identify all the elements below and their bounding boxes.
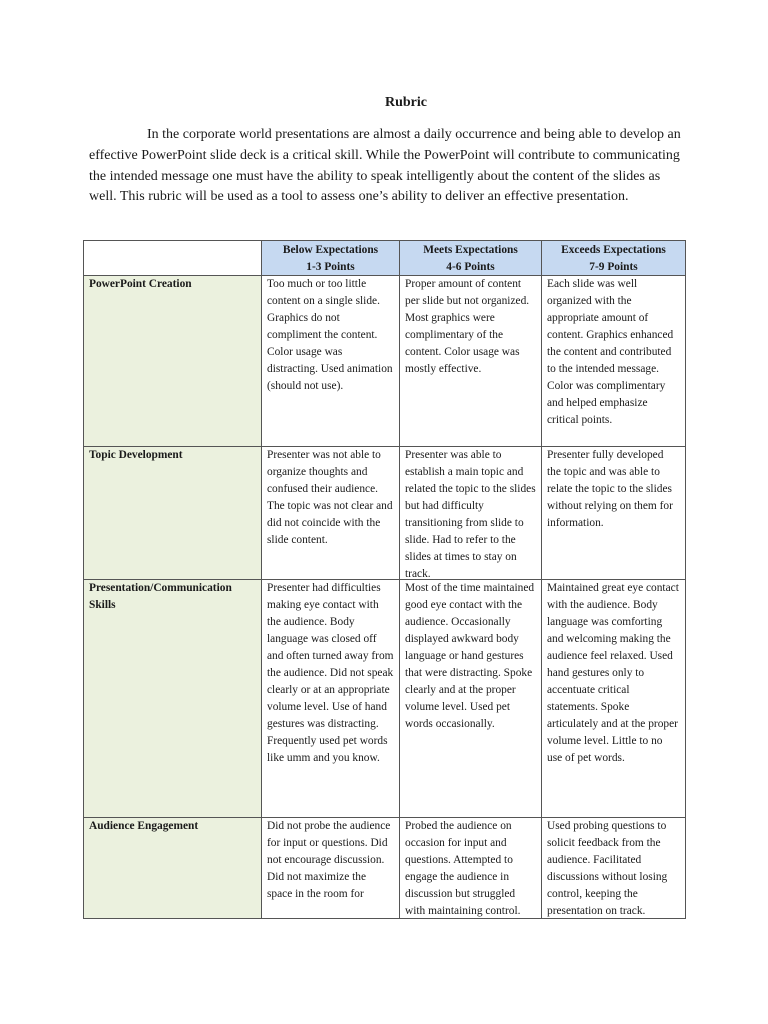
meets-cell [400,447,542,580]
meets-cell [400,580,542,818]
cell-text: Presenter had difficulties making eye contact with the audience. Body language was closed off and often turned away from the audience. Did not speak clearly or at an appropriate volume level. Use of hand gestures was distracting. Frequently used pet words like umm and you know. [267,582,394,764]
meets-cell [400,276,542,447]
cell-text: Most of the time maintained good eye contact with the audience. Occasionally displayed awkward body language or hand gestures that were distracting. Spoke clearly and at the proper volume level. Used pet words occasionally. [405,582,535,730]
cell-text: Presenter fully developed the topic and was able to relate the topic to the slides without relying on them for information. [547,449,673,529]
criterion-cell: Topic Development [84,447,262,580]
criterion-cell: Presentation/Communication Skills [84,580,262,818]
exceeds-cell [542,276,686,447]
exceeds-cell [542,818,686,919]
header-blank-cell [84,241,262,276]
cell-text: Proper amount of content per slide but not organized. Most graphics were complimentary of the content. Color usage was mostly effective. [405,278,530,375]
cell-text: Too much or too little content on a single slide. Graphics do not compliment the content. Color usage was distracting. Used animation (should not use). [267,278,393,392]
level-name: Exceeds Expectations [561,244,666,256]
level-points: 7-9 Points [589,260,638,273]
intro-paragraph: In the corporate world presentations are almost a daily occurrence and being able to develop an effective PowerPoint slide deck is a critical skill. While the PowerPoint will contribute to communicating the intended message one must have the ability to speak intelligently about the content of the slides as well. This rubric will be used as a tool to assess one’s ability to deliver an effective presentation. [89,127,681,205]
below-cell [262,276,400,447]
below-cell [262,818,400,919]
rubric-table [83,240,686,919]
below-cell [262,447,400,580]
header-below-expectations [262,241,400,276]
cell-text: Presenter was able to establish a main topic and related the topic to the slides but had difficulty transitioning from slide to slide. Had to refer to the slides at times to stay on track. [405,449,536,579]
table-row [84,818,686,919]
page-title: Rubric [385,95,427,110]
cell-text: Each slide was well organized with the appropriate amount of content. Graphics enhanced the content and contributed to the intended message. Color was complimentary and helped emphasize critical points. [547,278,674,426]
cell-text: Presenter was not able to organize thoughts and confused their audience. The topic was not clear and did not coincide with the slide content. [267,449,393,546]
criterion-cell: PowerPoint Creation [84,276,262,447]
exceeds-cell [542,580,686,818]
cell-text: Maintained great eye contact with the audience. Body language was comforting and welcoming making the audience feel relaxed. Used hand gestures only to accentuate critical statements. Spoke articulately and at the proper volume level. Little to no use of pet words. [547,582,679,764]
level-name: Meets Expectations [423,244,518,256]
below-cell [262,580,400,818]
table-row [84,447,686,580]
header-exceeds-expectations [542,241,686,276]
criterion-cell: Audience Engagement [84,818,262,919]
level-points: 1-3 Points [306,260,355,273]
cell-text: Did not probe the audience for input or questions. Did not encourage discussion. Did not maximize the space in the room for [267,820,391,900]
header-meets-expectations [400,241,542,276]
level-points: 4-6 Points [446,260,495,273]
exceeds-cell [542,447,686,580]
table-row [84,580,686,818]
meets-cell [400,818,542,919]
table-row [84,276,686,447]
cell-text: Probed the audience on occasion for input and questions. Attempted to engage the audience in discussion but struggled with maintaining control. [405,820,521,917]
cell-text: Used probing questions to solicit feedback from the audience. Facilitated discussions without losing control, keeping the presentation on track. [547,820,668,917]
header-row [84,241,686,276]
level-name: Below Expectations [282,244,379,256]
